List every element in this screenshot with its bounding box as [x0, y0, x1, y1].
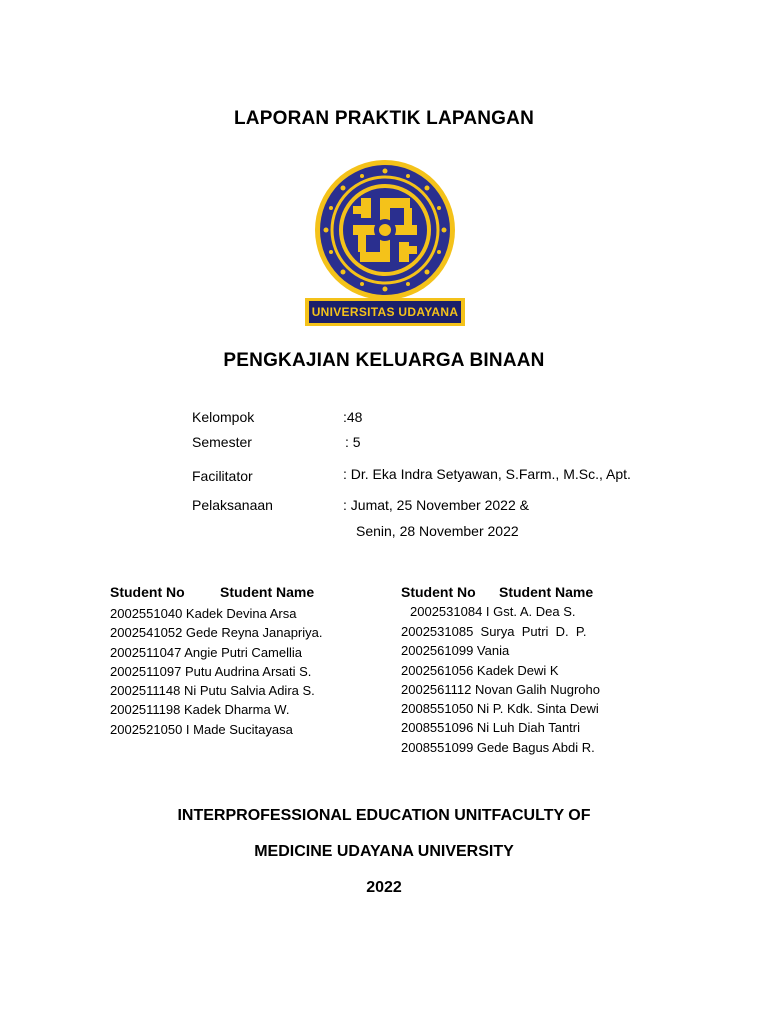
list-item: 2008551096 Ni Luh Diah Tantri	[401, 720, 581, 736]
list-item: 2002561112 Novan Galih Nugroho	[401, 681, 600, 697]
kelompok-value: :48	[343, 409, 363, 425]
right-header-student-name: Student Name	[499, 584, 594, 600]
document-title: LAPORAN PRAKTIK LAPANGAN	[234, 108, 534, 129]
right-student-list	[401, 622, 600, 757]
list-item: 2002511047 Angie Putri Camellia	[110, 644, 303, 660]
left-header-student-name: Student Name	[220, 584, 315, 600]
list-item: 2002511148 Ni Putu Salvia Adira S.	[110, 683, 315, 699]
list-item: 2002541052 Gede Reyna Janapriya.	[110, 625, 323, 641]
pelaksanaan-label: Pelaksanaan	[192, 497, 273, 513]
list-item: 2002531084 I Gst. A. Dea S.	[410, 604, 576, 619]
footer-year: 2022	[366, 879, 402, 896]
list-item: 2002511198 Kadek Dharma W.	[110, 702, 290, 718]
facilitator-value: : Dr. Eka Indra Setyawan, S.Farm., M.Sc., Apt.	[343, 466, 631, 482]
pelaksanaan-value: : Jumat, 25 November 2022 &	[343, 497, 529, 513]
facilitator-label: Facilitator	[192, 468, 253, 484]
list-item: 2002561099 Vania	[401, 643, 510, 659]
list-item: 2008551099 Gede Bagus Abdi R.	[401, 739, 595, 755]
right-header-student-no: Student No	[401, 584, 476, 600]
list-item: 2002561056 Kadek Dewi K	[401, 662, 559, 678]
document-subtitle: PENGKAJIAN KELUARGA BINAAN	[223, 350, 545, 371]
pelaksanaan-value-line2: Senin, 28 November 2022	[356, 523, 519, 539]
footer-line-1: INTERPROFESSIONAL EDUCATION UNITFACULTY OF	[177, 807, 591, 824]
kelompok-label: Kelompok	[192, 409, 255, 425]
list-item: 2002521050 I Made Sucitayasa	[110, 721, 293, 737]
list-item: 2002511097 Putu Audrina Arsati S.	[110, 663, 312, 679]
logo-banner-text: UNIVERSITAS UDAYANA	[311, 305, 459, 319]
semester-label: Semester	[192, 434, 252, 450]
semester-value: : 5	[345, 434, 361, 450]
university-logo	[304, 158, 466, 328]
list-item: 2008551050 Ni P. Kdk. Sinta Dewi	[401, 701, 599, 717]
list-item: 2002551040 Kadek Devina Arsa	[110, 606, 297, 621]
list-item: 2002531085 Surya Putri D. P.	[401, 624, 587, 639]
left-header-student-no: Student No	[110, 584, 185, 600]
footer-line-2: MEDICINE UDAYANA UNIVERSITY	[254, 843, 514, 860]
left-student-list	[110, 604, 323, 739]
